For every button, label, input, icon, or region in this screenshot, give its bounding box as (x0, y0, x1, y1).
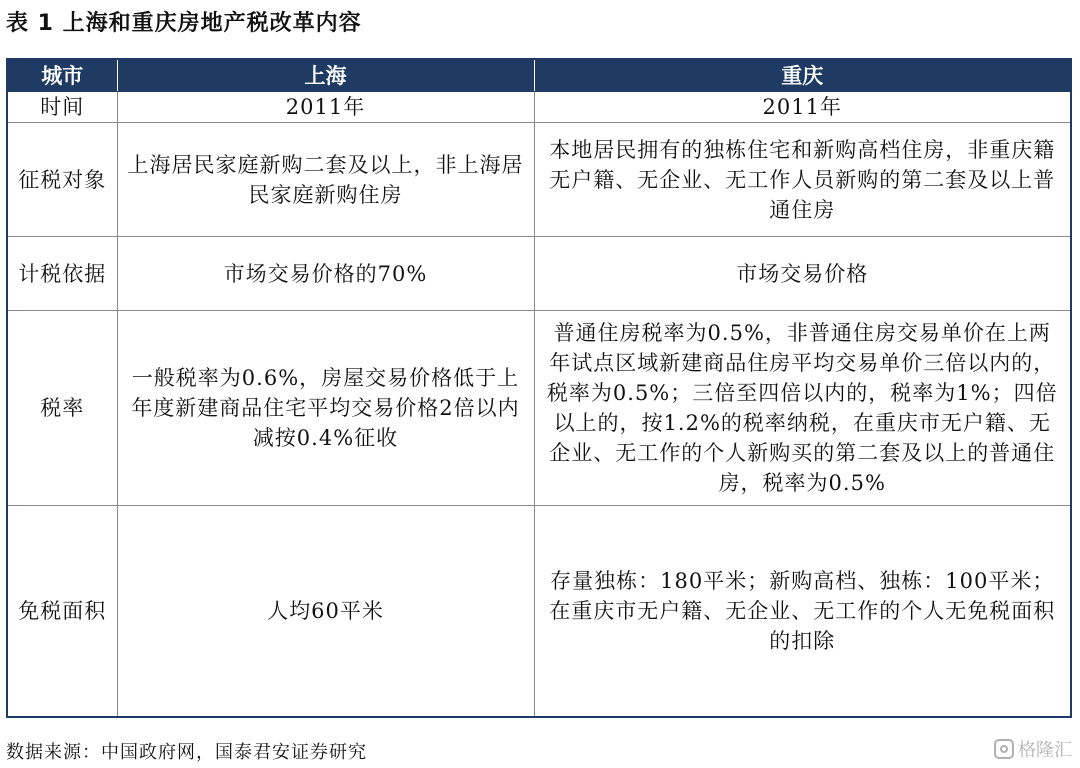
row-label: 税率 (7, 311, 117, 506)
table-title: 表 1 上海和重庆房地产税改革内容 (6, 11, 362, 36)
gelonghui-logo-icon (994, 739, 1014, 759)
chongqing-cell: 存量独栋：180平米；新购高档、独栋：100平米；在重庆市无户籍、无企业、无工作的个人无免税面积的扣除 (534, 506, 1071, 718)
chongqing-cell: 2011年 (534, 92, 1071, 123)
header-shanghai: 上海 (117, 59, 534, 92)
data-source-note: 数据来源：中国政府网，国泰君安证券研究 (6, 742, 367, 763)
table-header-row (7, 59, 1071, 92)
row-label: 时间 (7, 92, 117, 123)
header-chongqing: 重庆 (534, 59, 1071, 92)
watermark-text: 格隆汇 (1018, 740, 1072, 761)
shanghai-cell: 人均60平米 (117, 506, 534, 718)
table-row (7, 506, 1071, 718)
shanghai-cell: 市场交易价格的70% (117, 237, 534, 311)
table-row (7, 92, 1071, 123)
table-row (7, 311, 1071, 506)
watermark (994, 736, 1072, 762)
shanghai-cell: 上海居民家庭新购二套及以上，非上海居民家庭新购住房 (117, 123, 534, 237)
row-label: 征税对象 (7, 123, 117, 237)
chongqing-cell: 本地居民拥有的独栋住宅和新购高档住房，非重庆籍无户籍、无企业、无工作人员新购的第二套及以上普通住房 (534, 123, 1071, 237)
row-label: 免税面积 (7, 506, 117, 718)
chongqing-cell: 普通住房税率为0.5%，非普通住房交易单价在上两年试点区域新建商品住房平均交易单价三倍以内的，税率为0.5%；三倍至四倍以内的，税率为1%；四倍以上的，按1.2%的税率纳税，在重庆市无户籍、无企业、无工作的个人新购买的第二套及以上的普通住房，税率为0.5% (534, 311, 1071, 506)
row-label: 计税依据 (7, 237, 117, 311)
table-row (7, 237, 1071, 311)
table-row (7, 123, 1071, 237)
header-city: 城市 (7, 59, 117, 92)
tax-reform-table (6, 58, 1072, 718)
chongqing-cell: 市场交易价格 (534, 237, 1071, 311)
shanghai-cell: 2011年 (117, 92, 534, 123)
shanghai-cell: 一般税率为0.6%，房屋交易价格低于上年度新建商品住宅平均交易价格2倍以内减按0.4%征收 (117, 311, 534, 506)
